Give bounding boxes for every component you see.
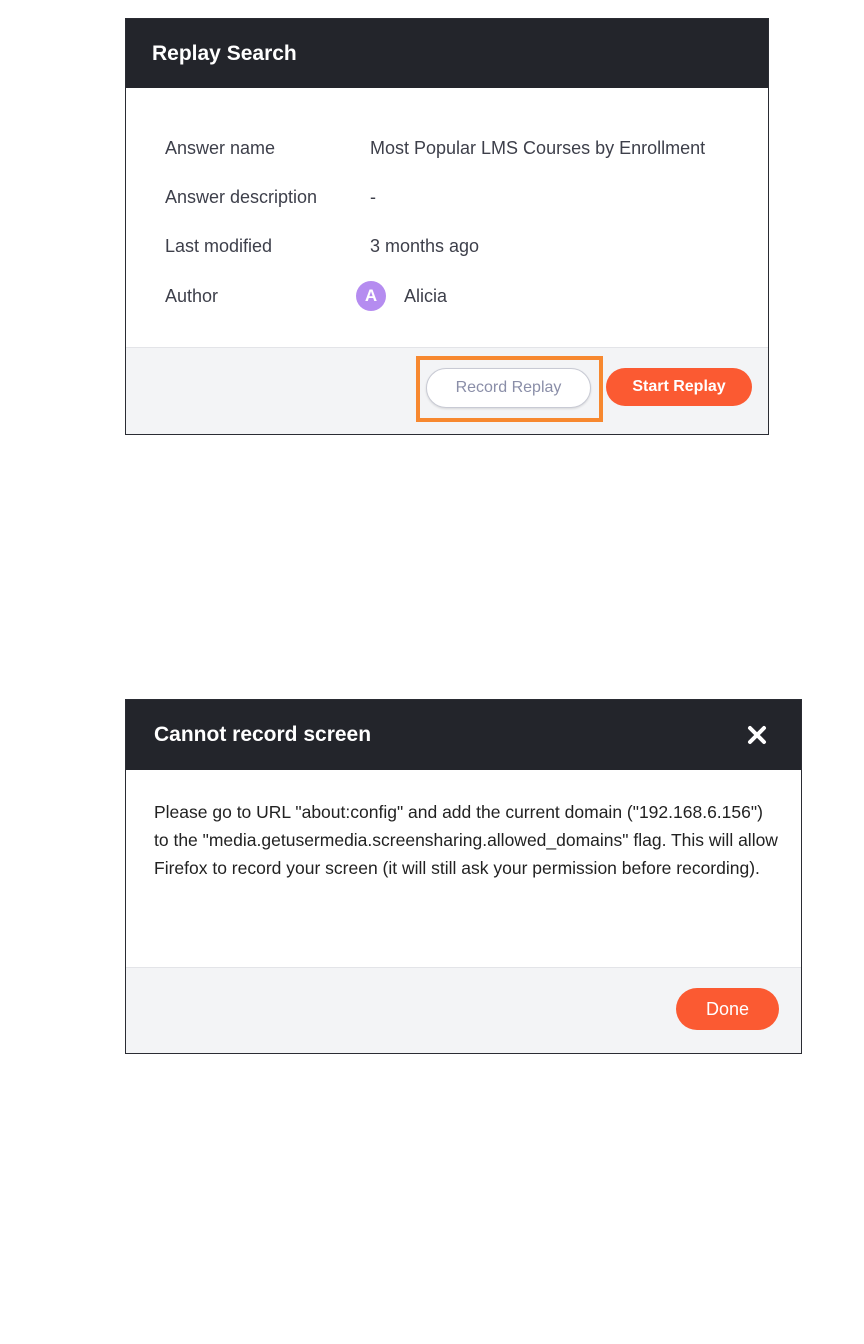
author-label: Author xyxy=(165,286,219,306)
cannot-record-message: Please go to URL "about:config" and add the current domain ("192.168.6.156") to the "media.getusermedia.screensharing.allowed_domains" flag. This will allow Firefox to record your screen (it will still ask your permission before recording). xyxy=(154,802,778,878)
author-avatar: A xyxy=(356,281,386,311)
cannot-record-footer xyxy=(126,967,801,1053)
done-button[interactable]: Done xyxy=(676,988,779,1030)
close-icon[interactable] xyxy=(747,725,767,745)
cannot-record-header xyxy=(126,700,801,770)
cannot-record-title: Cannot record screen xyxy=(154,723,372,746)
replay-search-dialog xyxy=(125,18,769,435)
replay-dialog-body xyxy=(126,88,768,350)
last-modified-label: Last modified xyxy=(165,236,273,256)
answer-name-label: Answer name xyxy=(165,138,276,158)
cannot-record-dialog xyxy=(125,699,802,1054)
replay-dialog-title: Replay Search xyxy=(126,19,768,88)
author-name: Alicia xyxy=(404,286,448,306)
record-replay-button[interactable]: Record Replay xyxy=(426,368,591,408)
start-replay-button[interactable]: Start Replay xyxy=(606,368,752,406)
answer-description-label: Answer description xyxy=(165,187,318,207)
last-modified-value: 3 months ago xyxy=(370,236,480,256)
replay-dialog-footer xyxy=(126,347,768,434)
answer-description-value: - xyxy=(370,187,376,207)
answer-name-value: Most Popular LMS Courses by Enrollment xyxy=(370,138,706,158)
